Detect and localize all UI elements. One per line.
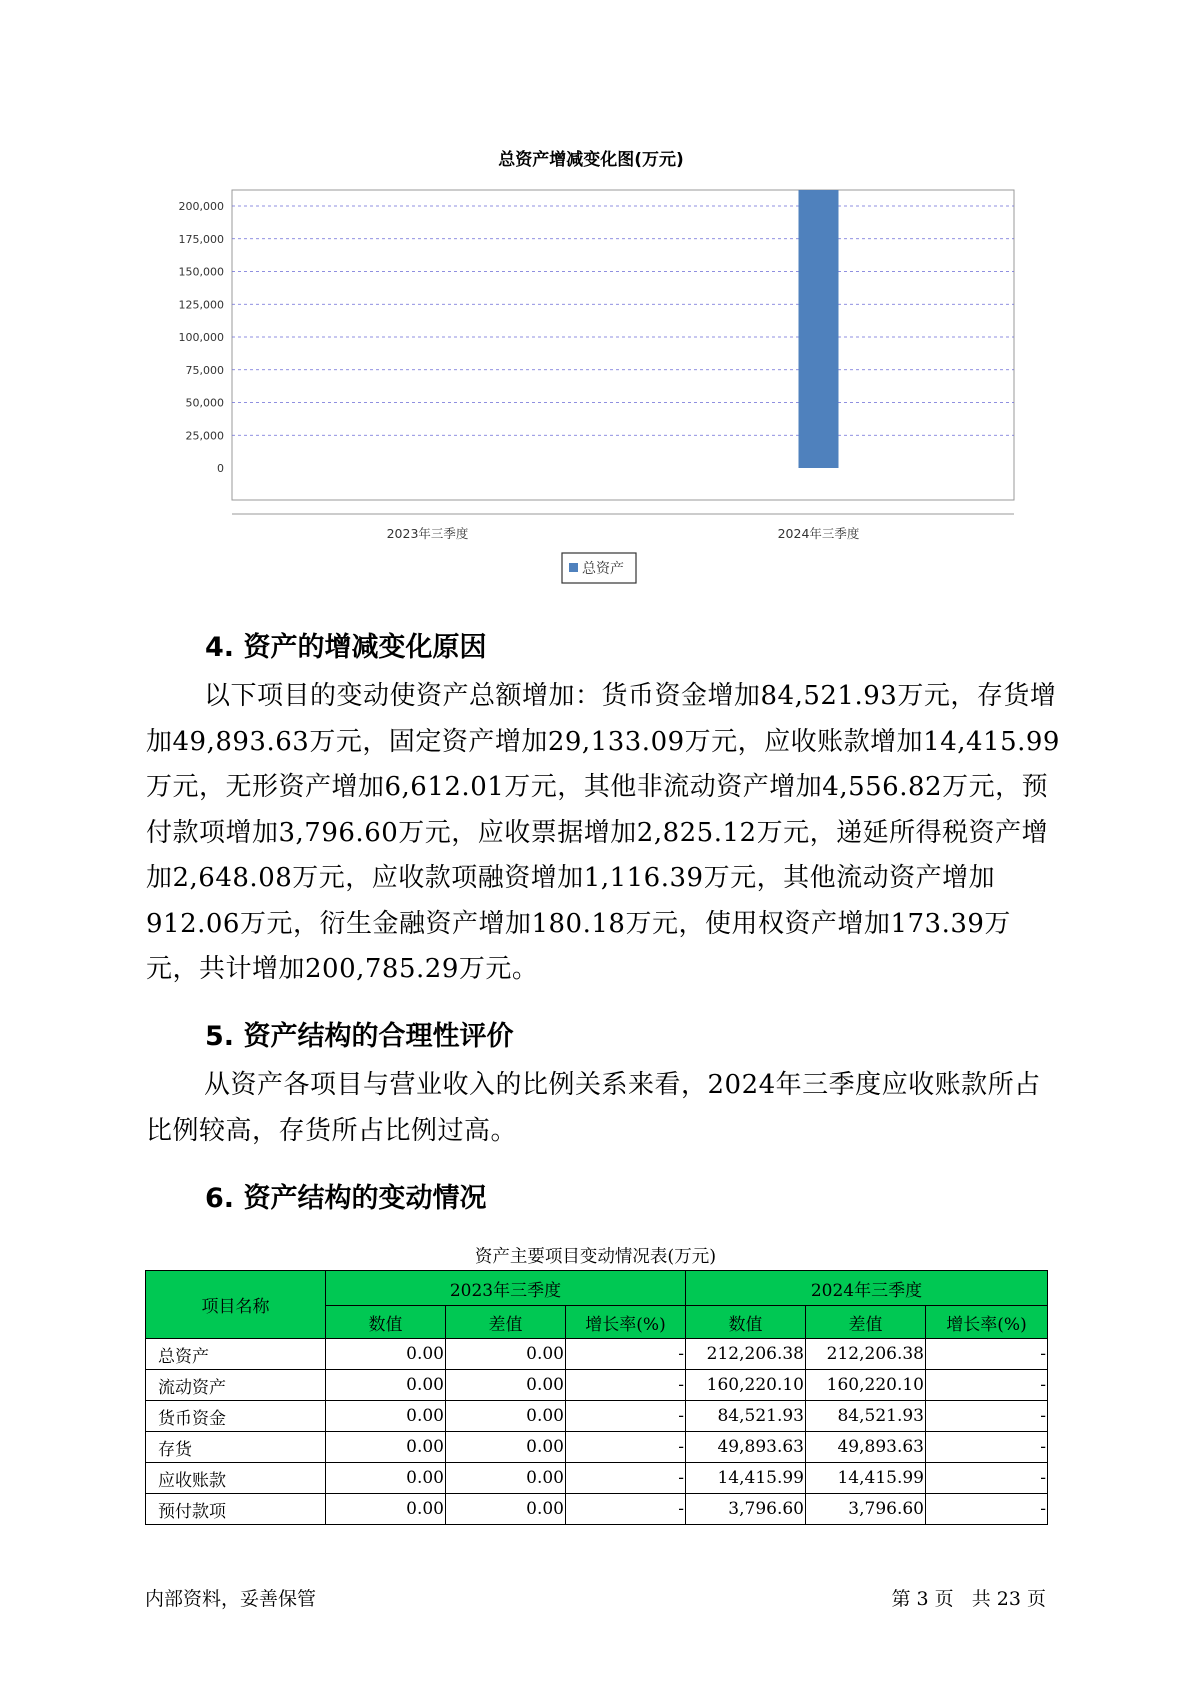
y-tick-label: 75,000	[185, 363, 224, 377]
y-tick-label: 100,000	[178, 331, 224, 344]
table-caption: 资产主要项目变动情况表(万元)	[474, 1247, 717, 1267]
cell-value-2023: 0.00	[326, 1463, 446, 1494]
cell-value-2024: 212,206.38	[686, 1339, 806, 1370]
x-axis-categories	[387, 526, 860, 541]
cell-diff-2023: 0.00	[446, 1494, 566, 1525]
bar-layer	[799, 190, 839, 468]
section-4-heading: 4. 资产的增减变化原因	[205, 632, 487, 663]
cell-growth-2023: -	[566, 1463, 686, 1494]
cell-growth-2023: -	[566, 1401, 686, 1432]
subheader-diff: 差值	[446, 1306, 566, 1339]
row-name: 总资产	[146, 1339, 326, 1370]
cell-diff-2023: 0.00	[446, 1401, 566, 1432]
row-name: 存货	[146, 1432, 326, 1463]
cell-diff-2023: 0.00	[446, 1370, 566, 1401]
cell-value-2023: 0.00	[326, 1432, 446, 1463]
table-row	[146, 1401, 1048, 1432]
y-tick-label: 50,000	[185, 396, 224, 410]
cell-diff-2024: 14,415.99	[806, 1463, 926, 1494]
cell-diff-2023: 0.00	[446, 1463, 566, 1494]
subheader-value: 数值	[686, 1306, 806, 1339]
period-2023-header: 2023年三季度	[326, 1271, 686, 1306]
period-2024-header: 2024年三季度	[686, 1271, 1048, 1306]
cell-value-2024: 3,796.60	[686, 1494, 806, 1525]
y-tick-label: 200,000	[178, 200, 224, 213]
section-5-paragraph: 从资产各项目与营业收入的比例关系来看，2024年三季度应收账款所占比例较高，存货所占比例过高。	[146, 1070, 1041, 1146]
y-tick-label: 175,000	[178, 232, 224, 246]
cell-value-2023: 0.00	[326, 1339, 446, 1370]
footer-page-number: 第 3 页 共 23 页	[891, 1588, 1046, 1610]
section-4-paragraph: 以下项目的变动使资产总额增加：货币资金增加84,521.93万元，存货增加49,893.63万元，固定资产增加29,133.09万元，应收账款增加14,415.99万元，无形资产增加6,612.01万元，其他非流动资产增加4,556.82万元，预付款项增加3,796.60万元，应收票据增加2,825.12万元，递延所得税资产增加2,648.08万元，应收款项融资增加1,116.39万元，其他流动资产增加912.06万元，衍生金融资产增加180.18万元，使用权资产增加173.39万元，共计增加200,785.29万元。	[146, 681, 1060, 984]
cell-diff-2023: 0.00	[446, 1432, 566, 1463]
table-row	[146, 1463, 1048, 1494]
cell-diff-2024: 160,220.10	[806, 1370, 926, 1401]
cell-growth-2023: -	[566, 1370, 686, 1401]
cell-diff-2024: 3,796.60	[806, 1494, 926, 1525]
cell-diff-2023: 0.00	[446, 1339, 566, 1370]
plot-area	[232, 190, 1014, 500]
cell-diff-2024: 84,521.93	[806, 1401, 926, 1432]
legend-label: 总资产	[582, 561, 624, 577]
y-tick-label: 125,000	[178, 298, 224, 312]
cell-growth-2023: -	[566, 1339, 686, 1370]
footer-left: 内部资料，妥善保管	[145, 1588, 317, 1610]
cell-growth-2024: -	[926, 1401, 1048, 1432]
section-6-heading: 6. 资产结构的变动情况	[205, 1183, 487, 1214]
cell-value-2024: 84,521.93	[686, 1401, 806, 1432]
y-axis-ticks	[179, 200, 225, 475]
legend-swatch	[569, 563, 578, 572]
legend	[562, 553, 636, 583]
cell-growth-2023: -	[566, 1494, 686, 1525]
row-name: 应收账款	[146, 1463, 326, 1494]
cell-diff-2024: 212,206.38	[806, 1339, 926, 1370]
y-tick-label: 0	[217, 462, 224, 475]
cell-value-2023: 0.00	[326, 1370, 446, 1401]
cell-value-2024: 160,220.10	[686, 1370, 806, 1401]
table-row	[146, 1370, 1048, 1401]
y-tick-label: 25,000	[185, 429, 224, 443]
cell-growth-2024: -	[926, 1432, 1048, 1463]
asset-change-table	[145, 1270, 1048, 1525]
cell-growth-2024: -	[926, 1494, 1048, 1525]
subheader-diff: 差值	[806, 1306, 926, 1339]
table-row	[146, 1432, 1048, 1463]
subheader-value: 数值	[326, 1306, 446, 1339]
cell-growth-2023: -	[566, 1432, 686, 1463]
cell-value-2024: 49,893.63	[686, 1432, 806, 1463]
x-category-label: 2023年三季度	[386, 526, 469, 541]
section-5-heading: 5. 资产结构的合理性评价	[205, 1021, 514, 1052]
cell-diff-2024: 49,893.63	[806, 1432, 926, 1463]
cell-growth-2024: -	[926, 1463, 1048, 1494]
cell-growth-2024: -	[926, 1339, 1048, 1370]
cell-value-2024: 14,415.99	[686, 1463, 806, 1494]
table-row	[146, 1339, 1048, 1370]
x-category-label: 2024年三季度	[777, 526, 860, 541]
cell-value-2023: 0.00	[326, 1494, 446, 1525]
bar	[799, 190, 839, 468]
table-row	[146, 1494, 1048, 1525]
row-name: 货币资金	[146, 1401, 326, 1432]
y-tick-label: 150,000	[178, 265, 224, 279]
row-name: 流动资产	[146, 1370, 326, 1401]
chart-title: 总资产增减变化图(万元)	[498, 150, 684, 170]
cell-value-2023: 0.00	[326, 1401, 446, 1432]
cell-growth-2024: -	[926, 1370, 1048, 1401]
subheader-growth: 增长率(%)	[566, 1306, 686, 1339]
col-item-name: 项目名称	[146, 1271, 326, 1339]
subheader-growth: 增长率(%)	[926, 1306, 1048, 1339]
row-name: 预付款项	[146, 1494, 326, 1525]
